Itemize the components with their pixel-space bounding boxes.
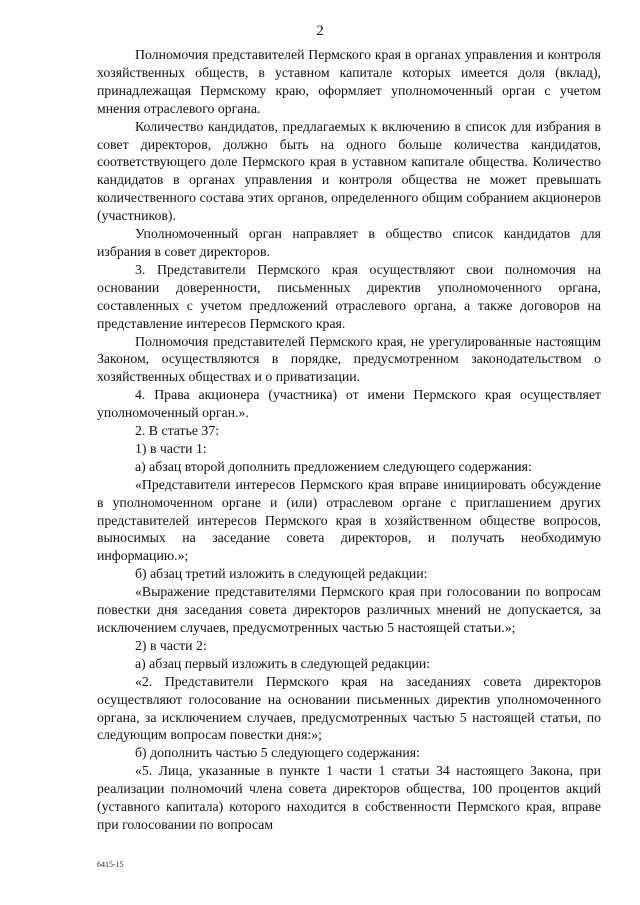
paragraph: Полномочия представителей Пермского края, не урегулированные настоящим Законом, осуществляются в порядке, предусмотренном законодательством о хозяйственных обществах и о приватизации. [97,333,601,385]
paragraph: Уполномоченный орган направляет в общество список кандидатов для избрания в совет директоров. [97,226,601,259]
paragraph: 2) в части 2: [135,637,207,653]
paragraph: Полномочия представителей Пермского края в органах управления и контроля хозяйственных обществ, в уставном капитале которых имеется доля (вклад), принадлежащая Пермскому краю, оформляет уполномоченный орган с учетом мнения отраслевого органа. [97,47,601,116]
document-body [97,46,601,834]
paragraph: 3. Представители Пермского края осуществляют свои полномочия на основании доверенности, письменных директив уполномоченного органа, составленных с учетом предложений отраслевого органа, а также договоров на представление интересов Пермского края. [97,261,601,331]
paragraph: 2. В статье 37: [135,423,220,439]
paragraph: а) абзац второй дополнить предложением следующего содержания: [135,458,532,474]
paragraph: «5. Лица, указанные в пункте 1 части 1 статьи 34 настоящего Закона, при реализации полномочий члена совета директоров общества, 100 процентов акций (уставного капитала) которого находится в собственности Пермского края, вправе при голосовании по вопросам [97,763,601,832]
paragraph: а) абзац первый изложить в следующей редакции: [135,655,431,671]
paragraph: б) дополнить частью 5 следующего содержания: [135,745,420,761]
paragraph: «2. Представители Пермского края на заседаниях совета директоров осуществляют голосование на основании письменных директив уполномоченного органа, за исключением случаев, предусмотренных частью 5 настоящей статьи, по следующим вопросам повестки дня:»; [97,673,601,743]
paragraph: Количество кандидатов, предлагаемых к включению в список для избрания в совет директоров, должно быть на одного больше количества кандидатов, соответствующего доле Пермского края в уставном капитале общества. Количество кандидатов в органах управления и контроля общества не может превышать количественного состава этих органов, определенного общим собранием акционеров (участников). [97,118,601,224]
paragraph: «Представители интересов Пермского края вправе инициировать обсуждение в уполномоченном органе и (или) отраслевом органе с приглашением других представителей интересов Пермского края в хозяйственном обществе вопросов, выносимых на заседание совета директоров, и получать необходимую информацию.»; [97,476,601,564]
paragraph: 4. Права акционера (участника) от имени Пермского края осуществляет уполномоченный орган.». [97,387,601,421]
paragraph: «Выражение представителями Пермского края при голосовании по вопросам повестки дня заседания совета директоров различных мнений не допускается, за исключением случаев, предусмотренных частью 5 настоящей статьи.»; [97,584,601,635]
paragraph: б) абзац третий изложить в следующей редакции: [135,566,428,582]
paragraph: 1) в части 1: [135,440,207,456]
document-code: 6415-15 [97,860,124,869]
page-number: 2 [316,23,324,39]
